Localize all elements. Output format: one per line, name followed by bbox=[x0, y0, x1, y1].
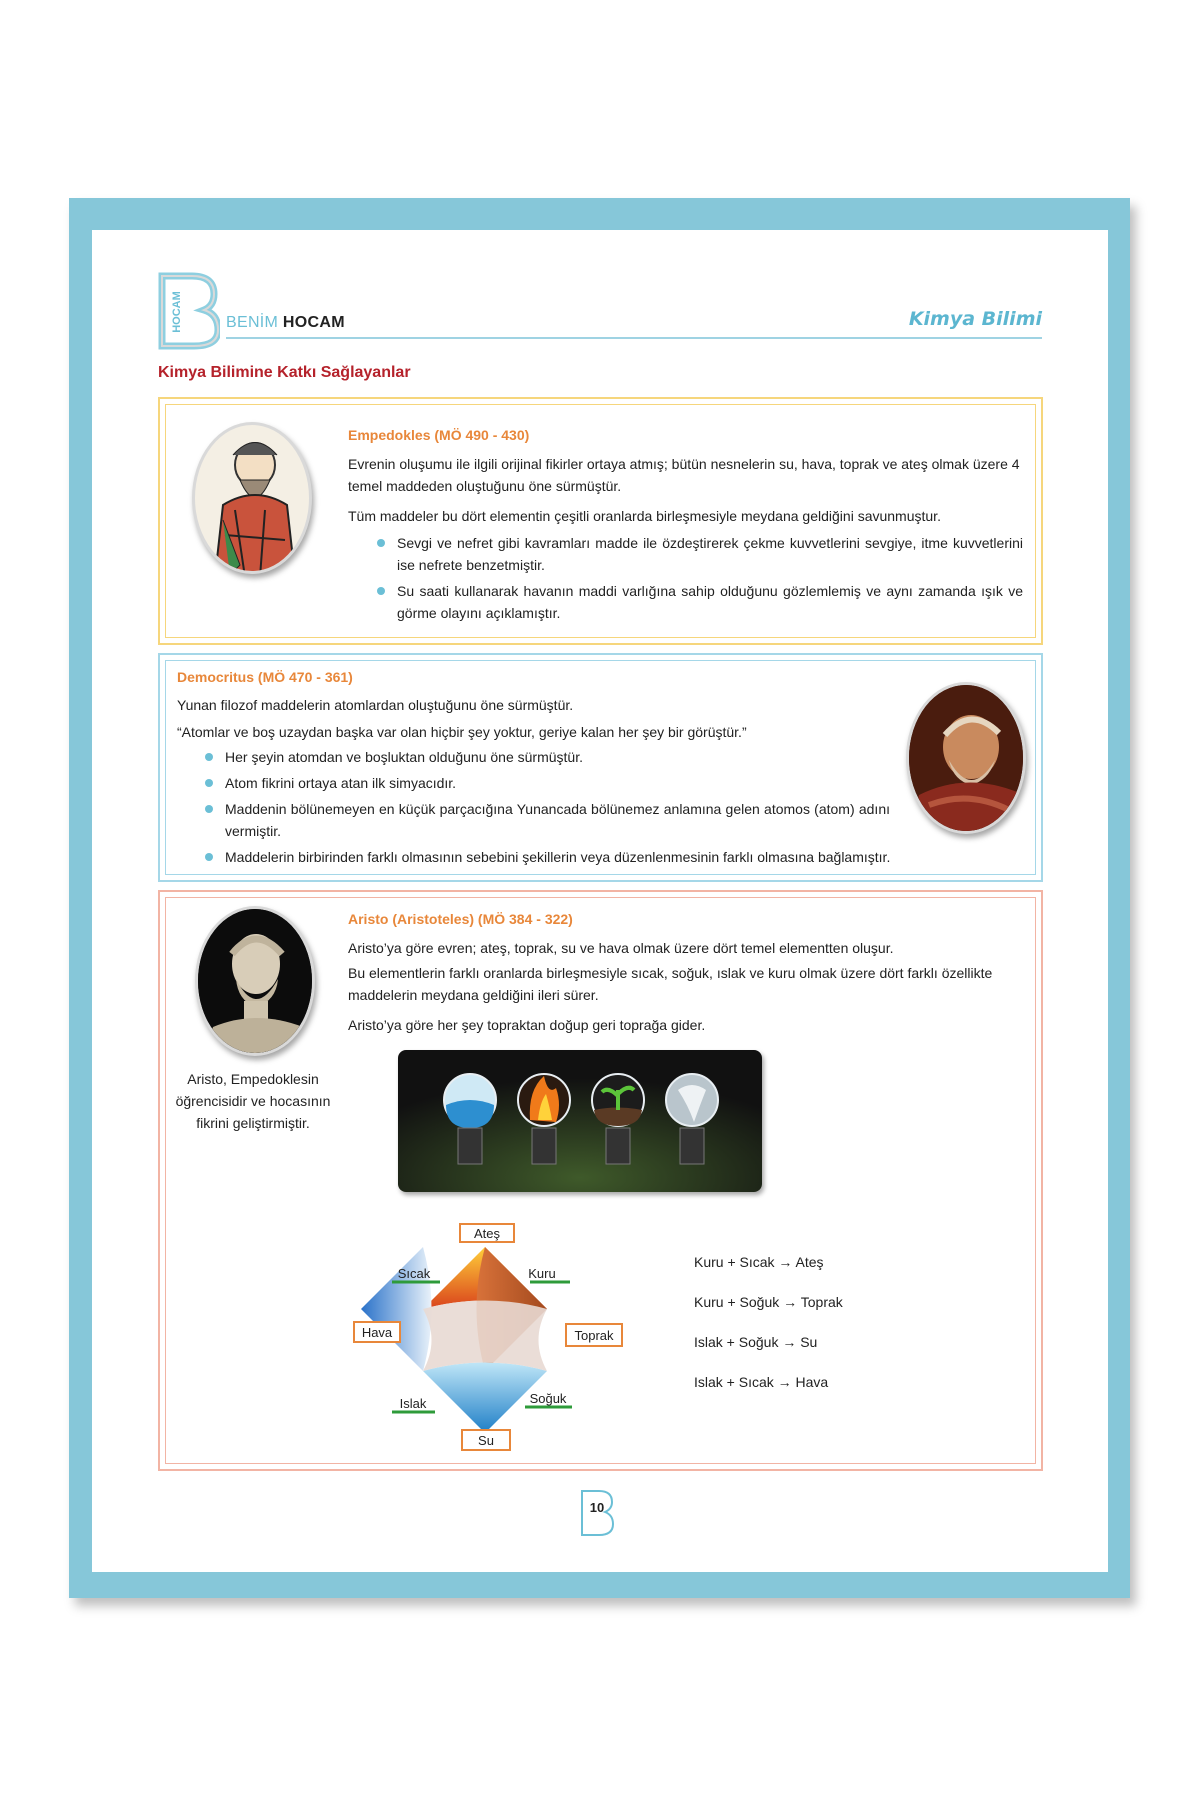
islak-label: Islak bbox=[399, 1396, 427, 1411]
kuru-label: Kuru bbox=[528, 1266, 556, 1281]
aristo-para-3: Aristo’ya göre her şey topraktan doğup geri toprağa gider. bbox=[348, 1017, 706, 1033]
list-item: Su saati kullanarak havanın maddi varlığına sahip olduğunu gözlemlemiş ve aynı zamanda ışık ve görme olayını açıklamıştır. bbox=[377, 580, 1023, 624]
empedokles-bullets bbox=[377, 532, 1023, 628]
list-item: Maddelerin birbirinden farklı olmasının sebebini şekillerin veya düzenlenmesinin farklı olmasına bağlamıştır. bbox=[205, 846, 925, 868]
subject-title: Kimya Bilimi bbox=[908, 308, 1042, 330]
aristo-heading: Aristo (Aristoteles) (MÖ 384 - 322) bbox=[348, 911, 573, 927]
sicak-label: Sıcak bbox=[397, 1266, 431, 1281]
element-formulas bbox=[694, 1254, 843, 1414]
hava-label: Hava bbox=[361, 1325, 393, 1340]
formula-item: Kuru + Sıcak → Ateş bbox=[694, 1254, 824, 1270]
svg-text:HOCAM: HOCAM bbox=[171, 291, 183, 333]
brand-main: HOCAM bbox=[282, 314, 345, 331]
toprak-label: Toprak bbox=[574, 1328, 614, 1343]
su-label: Su bbox=[478, 1433, 494, 1448]
democritus-para-1: Yunan filozof maddelerin atomlardan oluştuğunu öne sürmüştür. bbox=[177, 697, 574, 713]
formula-item: Islak + Soğuk → Su bbox=[694, 1334, 818, 1350]
four-elements-diagram bbox=[340, 1222, 630, 1452]
empedokles-heading: Empedokles (MÖ 490 - 430) bbox=[348, 427, 530, 443]
empedokles-para-1: Evrenin oluşumu ile ilgili orijinal fikirler ortaya atmış; bütün nesnelerin su, hava, toprak ve ateş olmak üzere 4 temel maddeden oluştuğunu öne sürmüştür. bbox=[348, 456, 1020, 494]
aristo-portrait bbox=[195, 906, 315, 1056]
democritus-bullets bbox=[205, 746, 915, 872]
ates-label: Ateş bbox=[473, 1226, 501, 1241]
soguk-label: Soğuk bbox=[529, 1391, 567, 1406]
empedokles-portrait bbox=[192, 422, 312, 574]
democritus-para-2: “Atomlar ve boş uzaydan başka var olan hiçbir şey yoktur, geriye kalan her şey bir görüştür.” bbox=[177, 724, 747, 740]
aristo-para-2: Bu elementlerin farklı oranlarda birleşmesiyle sıcak, soğuk, ıslak ve kuru olmak üzere dört farklı özellikte maddelerin meydana geldiğini ileri sürer. bbox=[348, 965, 993, 1003]
brand-name bbox=[226, 314, 345, 332]
democritus-heading: Democritus (MÖ 470 - 361) bbox=[177, 669, 353, 685]
list-item: Maddenin bölünemeyen en küçük parçacığına Yunancada bölünemez anlamına gelen atomos (atom) adını vermiştir. bbox=[205, 798, 890, 842]
page-number: 10 bbox=[589, 1500, 605, 1515]
democritus-portrait bbox=[906, 682, 1026, 834]
list-item: Atom fikrini ortaya atan ilk simyacıdır. bbox=[205, 772, 875, 794]
water-quadrant bbox=[423, 1363, 547, 1434]
formula-item: Islak + Sıcak → Hava bbox=[694, 1374, 829, 1390]
element-bulbs-image bbox=[398, 1050, 762, 1192]
empedokles-para-2: Tüm maddeler bu dört elementin çeşitli oranlarda birleşmesiyle meydana geldiğini savunmuştur. bbox=[348, 508, 941, 524]
section-title: Kimya Bilimine Katkı Sağlayanlar bbox=[158, 364, 411, 381]
list-item: Sevgi ve nefret gibi kavramları madde ile özdeştirerek çekme kuvvetlerini sevgiye, itme kuvvetlerini ise nefrete benzetmiştir. bbox=[377, 532, 1023, 576]
formula-item: Kuru + Soğuk → Toprak bbox=[694, 1294, 843, 1310]
aristo-caption: Aristo, Empedoklesin öğrencisidir ve hocasının fikrini geliştirmiştir. bbox=[175, 1071, 331, 1131]
brand-prefix: BENİM bbox=[226, 314, 279, 331]
benim-hocam-logo bbox=[158, 272, 220, 350]
list-item: Her şeyin atomdan ve boşluktan olduğunu öne sürmüştür. bbox=[205, 746, 875, 768]
aristo-para-1: Aristo’ya göre evren; ateş, toprak, su ve hava olmak üzere dört temel elementten oluşur. bbox=[348, 940, 894, 956]
center-diamond bbox=[423, 1301, 547, 1372]
header-divider bbox=[226, 337, 1042, 339]
